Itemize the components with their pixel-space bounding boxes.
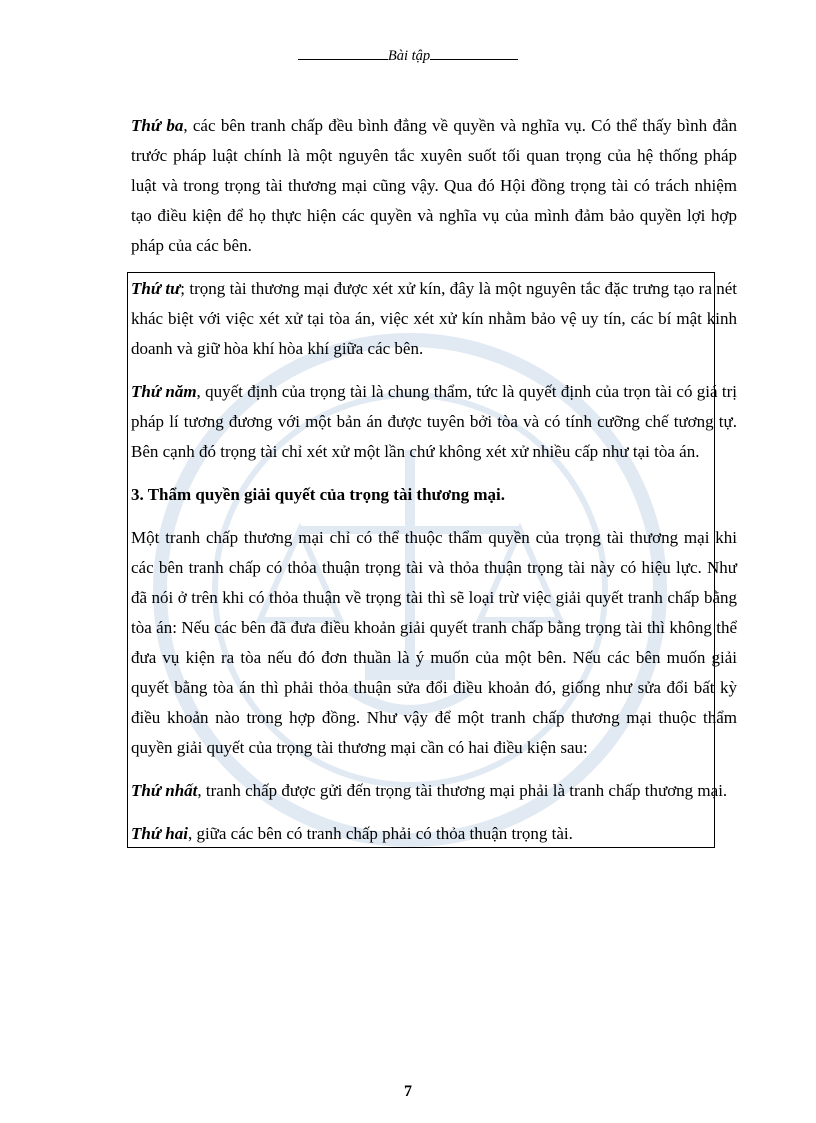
text-thu-ba: , các bên tranh chấp đều bình đẳng về quyền và nghĩa vụ. Có thể thấy bình đẳn trước pháp luật chính là một nguyên tắc xuyên suốt tối quan trọng của hệ thống pháp luật và trong trọng tài thương mại cũng vậy. Qua đó Hội đồng trọng tài có trách nhiệm tạo điều kiện để họ thực hiện các quyền và nghĩa vụ của mình đảm bảo quyền lợi hợp pháp của các bên. <box>131 116 737 255</box>
body-text <box>131 111 737 862</box>
paragraph-thu-hai <box>131 819 737 849</box>
paragraph-thu-tu <box>131 274 737 364</box>
page-number: 7 <box>404 1083 412 1100</box>
text-thu-hai: , giữa các bên có tranh chấp phải có thỏa thuận trọng tài. <box>187 824 573 843</box>
lead-thu-nam: Thứ năm <box>131 382 197 401</box>
header-rule-right <box>430 49 518 60</box>
section-heading: 3. Thẩm quyền giải quyết của trọng tài thương mại. <box>131 485 505 504</box>
lead-thu-ba: Thứ ba <box>131 116 184 135</box>
paragraph-thu-nam <box>131 377 737 467</box>
lead-thu-nhat: Thứ nhất <box>131 781 198 800</box>
paragraph-thu-nhat <box>131 776 737 806</box>
section-paragraph: Một tranh chấp thương mại chỉ có thể thuộc thẩm quyền của trọng tài thương mại khi các bên tranh chấp có thỏa thuận trọng tài và thỏa thuận trọng tài này có hiệu lực. Như đã nói ở trên khi có thỏa thuận về trọng tài thì sẽ loại trừ việc giải quyết tranh chấp bằng tòa án: Nếu các bên đã đưa điều khoản giải quyết tranh chấp bằng trọng tài thì không thể đưa vụ kiện ra tòa nếu đó đơn thuần là ý muốn của một bên. Nếu các bên muốn giải quyết bằng tòa án thì phải thỏa thuận sửa đổi điều khoản đó, giống như sửa đổi bất kỳ điều khoản nào trong hợp đồng. Như vậy để một tranh chấp thương mại thuộc thẩm quyền giải quyết của trọng tài thương mại cần có hai điều kiện sau: <box>131 528 737 757</box>
lead-thu-hai: Thứ hai <box>131 824 188 843</box>
text-thu-tu: ; trọng tài thương mại được xét xử kín, đây là một nguyên tắc đặc trưng tạo ra nét khác biệt với việc xét xử tại tòa án, việc xét xử kín nhằm bảo vệ uy tín, các bí mật kinh doanh và giữ hòa khí hòa khí giữa các bên. <box>131 279 737 358</box>
text-thu-nam: , quyết định của trọng tài là chung thẩm, tức là quyết định của trọn tài có giá trị pháp lí tương đương với một bản án được tuyên bởi tòa và có tính cưỡng chế tương tự. Bên cạnh đó trọng tài chỉ xét xử một lần chứ không xét xử nhiều cấp như tại tòa án. <box>131 382 737 461</box>
page-header <box>0 48 816 65</box>
paragraph-thu-ba <box>131 111 737 261</box>
header-rule-left <box>298 49 388 60</box>
lead-thu-tu: Thứ tư <box>131 279 181 298</box>
text-thu-nhat: , tranh chấp được gửi đến trọng tài thương mại phải là tranh chấp thương mại. <box>197 781 728 800</box>
header-title: Bài tập <box>387 48 431 64</box>
